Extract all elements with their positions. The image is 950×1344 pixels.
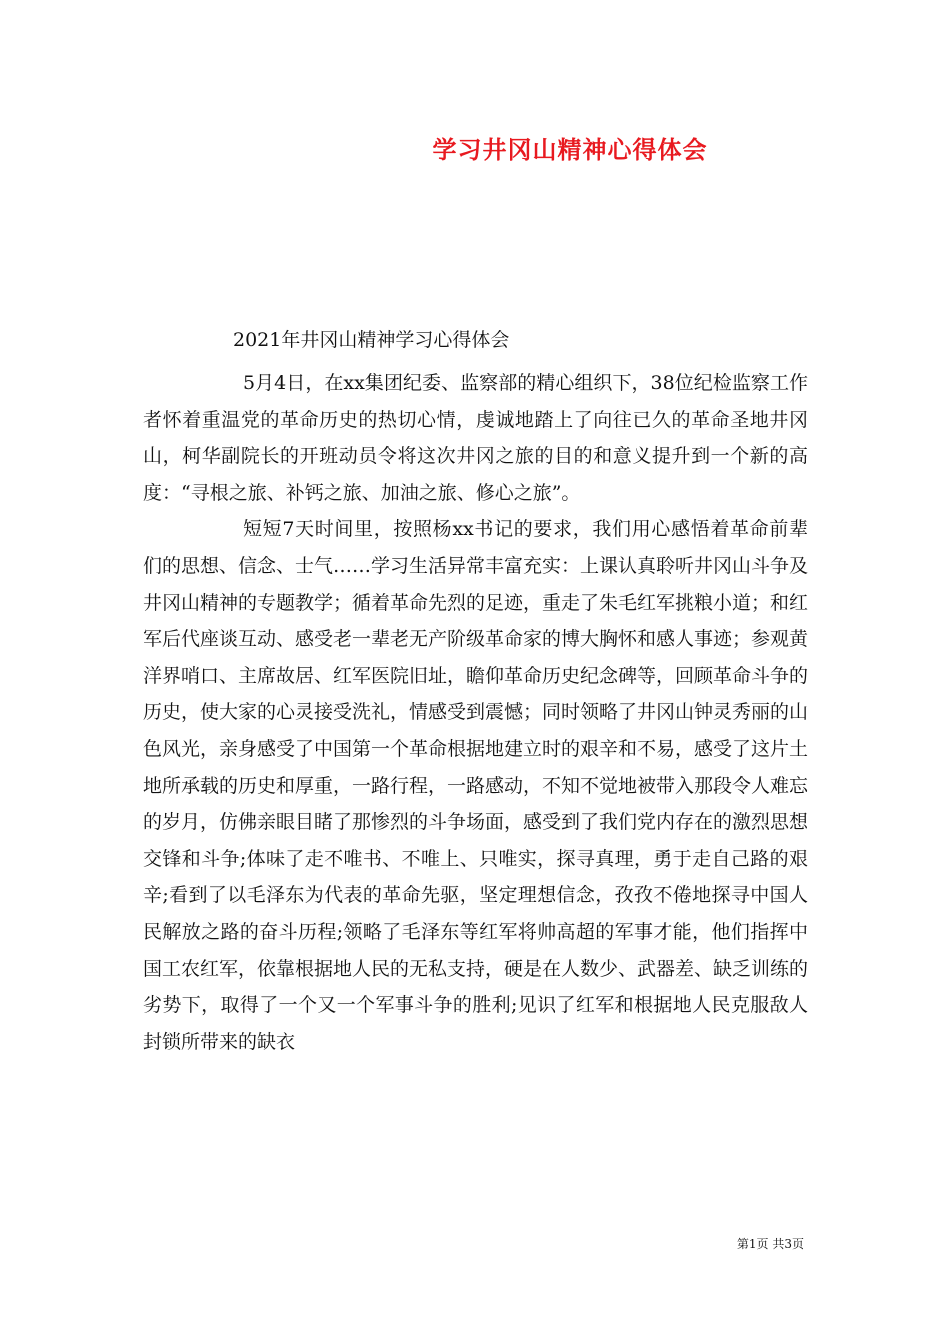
page-number-footer: 第1页 共3页 <box>736 1237 804 1251</box>
document-title: 学习井冈山精神心得体会 <box>432 136 708 164</box>
document-subtitle: 2021年井冈山精神学习心得体会 <box>233 329 510 351</box>
paragraph: 5月4日，在xx集团纪委、监察部的精心组织下，38位纪检监察工作者怀着重温党的革命历史的热切心情，虔诚地踏上了向往已久的革命圣地井冈山，柯华副院长的开班动员令将这次井冈之旅的目的和意义提升到一个新的高度：“寻根之旅、补钙之旅、加油之旅、修心之旅”。 <box>143 372 808 504</box>
paragraph: 短短7天时间里，按照杨xx书记的要求，我们用心感悟着革命前辈们的思想、信念、士气……学习生活异常丰富充实：上课认真聆听井冈山斗争及井冈山精神的专题教学；循着革命先烈的足迹，重走了朱毛红军挑粮小道；和红军后代座谈互动、感受老一辈老无产阶级革命家的博大胸怀和感人事迹；参观黄洋界哨口、主席故居、红军医院旧址，瞻仰革命历史纪念碑等，回顾革命斗争的历史，使大家的心灵接受洗礼，情感受到震憾；同时领略了井冈山钟灵秀丽的山色风光，亲身感受了中国第一个革命根据地建立时的艰辛和不易，感受了这片土地所承载的历史和厚重，一路行程，一路感动，不知不觉地被带入那段令人难忘的岁月，仿佛亲眼目睹了那惨烈的斗争场面，感受到了我们党内存在的激烈思想交锋和斗争;体味了走不唯书、不唯上、只唯实，探寻真理，勇于走自己路的艰辛;看到了以毛泽东为代表的革命先驱，坚定理想信念，孜孜不倦地探寻中国人民解放之路的奋斗历程;领略了毛泽东等红军将帅高超的军事才能，他们指挥中国工农红军，依靠根据地人民的无私支持，硬是在人数少、武器差、缺乏训练的劣势下，取得了一个又一个军事斗争的胜利;见识了红军和根据地人民克服敌人封锁所带来的缺衣 <box>143 518 809 1053</box>
document-body <box>143 365 808 1060</box>
